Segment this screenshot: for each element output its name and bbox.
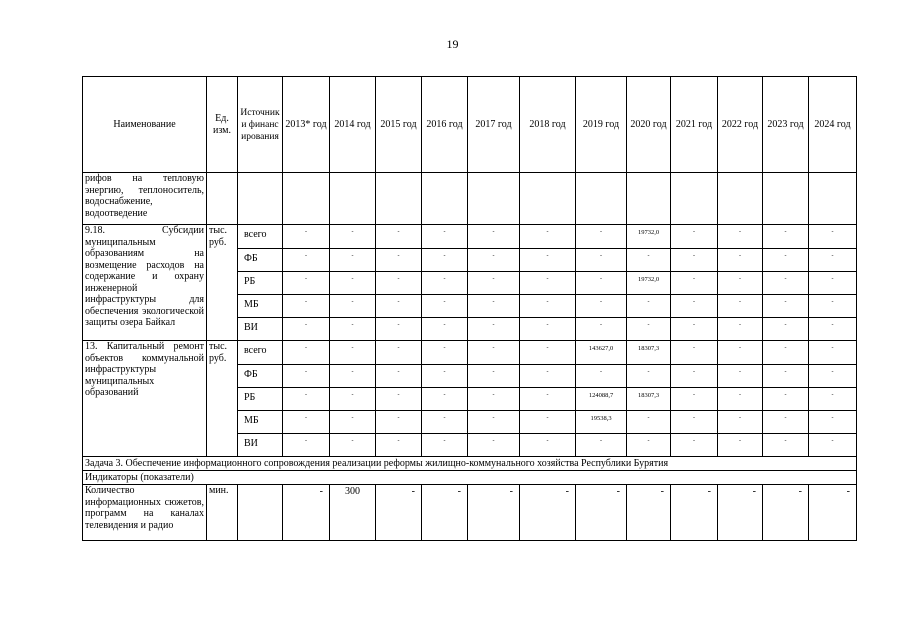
value-cell: - (376, 434, 422, 457)
source-label: ФБ (238, 365, 283, 388)
value-cell: - (422, 225, 468, 249)
indicator-value: - (718, 485, 763, 541)
value-cell: - (330, 225, 376, 249)
value-cell: - (809, 411, 857, 434)
value-cell: - (422, 318, 468, 341)
value-cell: 124088,7 (576, 388, 627, 411)
value-cell: - (671, 365, 718, 388)
header-year: 2019 год (576, 77, 627, 173)
value-cell: - (468, 318, 520, 341)
indicator-value: - (763, 485, 809, 541)
value-cell: - (671, 411, 718, 434)
value-cell: - (520, 295, 576, 318)
value-cell: - (763, 341, 809, 365)
value-cell: - (520, 225, 576, 249)
value-cell: - (468, 365, 520, 388)
value-cell: - (376, 318, 422, 341)
indicator-value: - (468, 485, 520, 541)
value-cell: - (763, 295, 809, 318)
value-cell: - (283, 365, 330, 388)
value-cell: - (627, 411, 671, 434)
value-cell: - (468, 295, 520, 318)
value-cell: - (468, 249, 520, 272)
value-cell: - (330, 295, 376, 318)
header-unit: Ед. изм. (207, 77, 238, 173)
value-cell: - (468, 225, 520, 249)
item-unit: тыс. руб. (207, 341, 238, 457)
value-cell: - (376, 411, 422, 434)
source-label: РБ (238, 388, 283, 411)
value-cell: - (763, 272, 809, 295)
value-cell: - (283, 411, 330, 434)
source-label: ВИ (238, 318, 283, 341)
value-cell: - (671, 341, 718, 365)
value-cell: - (283, 272, 330, 295)
value-cell: - (422, 341, 468, 365)
value-cell: - (520, 365, 576, 388)
header-year: 2024 год (809, 77, 857, 173)
value-cell: - (809, 318, 857, 341)
value-cell: - (330, 411, 376, 434)
value-cell: - (520, 249, 576, 272)
indicator-value: - (576, 485, 627, 541)
item-unit: тыс. руб. (207, 225, 238, 341)
source-row (83, 225, 857, 249)
value-cell: - (576, 295, 627, 318)
value-cell: - (809, 295, 857, 318)
header-year: 2021 год (671, 77, 718, 173)
value-cell: - (718, 411, 763, 434)
value-cell: - (283, 341, 330, 365)
indicator-value: - (809, 485, 857, 541)
value-cell: - (422, 365, 468, 388)
header-year: 2023 год (763, 77, 809, 173)
source-label: ФБ (238, 249, 283, 272)
header-year: 2018 год (520, 77, 576, 173)
value-cell: - (718, 318, 763, 341)
value-cell: - (671, 434, 718, 457)
value-cell: - (283, 388, 330, 411)
indicator-row (83, 485, 857, 541)
header-year: 2014 год (330, 77, 376, 173)
value-cell: - (468, 341, 520, 365)
value-cell: - (671, 388, 718, 411)
value-cell: - (422, 272, 468, 295)
value-cell: - (627, 295, 671, 318)
header-row (83, 77, 857, 173)
indicator-source (238, 485, 283, 541)
value-cell: 19732,0 (627, 272, 671, 295)
value-cell: - (763, 388, 809, 411)
value-cell: - (763, 249, 809, 272)
indicator-name: Количество информационных сюжетов, программ на каналах телевидения и радио (83, 485, 207, 541)
indicator-value: - (520, 485, 576, 541)
source-label: всего (238, 225, 283, 249)
value-cell: - (627, 318, 671, 341)
continuation-text: рифов на тепловую энергию, теплоноситель, водоснабжение, водоотведение (83, 173, 207, 225)
value-cell: - (718, 249, 763, 272)
value-cell: - (468, 272, 520, 295)
header-year: 2022 год (718, 77, 763, 173)
value-cell: - (376, 272, 422, 295)
value-cell: - (520, 411, 576, 434)
value-cell: - (763, 225, 809, 249)
value-cell: - (671, 249, 718, 272)
value-cell: - (330, 249, 376, 272)
value-cell: - (376, 365, 422, 388)
value-cell: - (376, 388, 422, 411)
source-row (83, 341, 857, 365)
indicator-value: - (422, 485, 468, 541)
value-cell: - (422, 411, 468, 434)
value-cell: - (422, 434, 468, 457)
value-cell: - (520, 341, 576, 365)
value-cell: - (576, 249, 627, 272)
value-cell: - (422, 388, 468, 411)
source-label: всего (238, 341, 283, 365)
indicator-value: - (671, 485, 718, 541)
item-name: 13. Капитальный ремонт объектов коммунальной инфраструктуры муниципальных образований (83, 341, 207, 457)
value-cell: - (520, 318, 576, 341)
value-cell: - (809, 272, 857, 295)
value-cell: - (627, 249, 671, 272)
value-cell: - (809, 225, 857, 249)
header-year: 2013* год (283, 77, 330, 173)
value-cell: - (671, 318, 718, 341)
value-cell: - (671, 225, 718, 249)
value-cell: - (422, 295, 468, 318)
page-number: 19 (446, 37, 459, 51)
value-cell: - (627, 365, 671, 388)
value-cell: - (809, 249, 857, 272)
indicator-value: - (627, 485, 671, 541)
value-cell: - (763, 411, 809, 434)
value-cell: - (718, 388, 763, 411)
value-cell: - (330, 341, 376, 365)
value-cell: - (809, 341, 857, 365)
value-cell: - (283, 434, 330, 457)
value-cell: - (468, 434, 520, 457)
value-cell: - (330, 388, 376, 411)
value-cell: - (718, 341, 763, 365)
value-cell: - (376, 225, 422, 249)
value-cell: - (671, 295, 718, 318)
indicator-value: - (376, 485, 422, 541)
indicator-unit: мин. (207, 485, 238, 541)
source-label: ВИ (238, 434, 283, 457)
value-cell: - (809, 434, 857, 457)
header-year: 2020 год (627, 77, 671, 173)
value-cell: - (763, 318, 809, 341)
value-cell: - (330, 272, 376, 295)
value-cell: - (283, 225, 330, 249)
value-cell: - (520, 434, 576, 457)
task-row (83, 457, 857, 471)
value-cell: - (283, 295, 330, 318)
value-cell: 19732,0 (627, 225, 671, 249)
value-cell: - (468, 388, 520, 411)
indicators-row (83, 471, 857, 485)
value-cell: - (718, 434, 763, 457)
task-3-title: Задача 3. Обеспечение информационного сопровождения реализации реформы жилищно-коммунального хозяйства Республики Бурятия (83, 457, 857, 471)
value-cell: - (718, 272, 763, 295)
header-source: Источники финансирования (238, 77, 283, 173)
header-year: 2016 год (422, 77, 468, 173)
value-cell: - (576, 365, 627, 388)
value-cell: 19538,3 (576, 411, 627, 434)
value-cell: - (809, 365, 857, 388)
value-cell: - (576, 272, 627, 295)
value-cell: - (330, 434, 376, 457)
value-cell: - (520, 388, 576, 411)
continuation-row (83, 173, 857, 225)
value-cell: - (376, 341, 422, 365)
value-cell: - (809, 388, 857, 411)
value-cell: 143627,0 (576, 341, 627, 365)
value-cell: - (330, 365, 376, 388)
header-name: Наименование (83, 77, 207, 173)
funding-table (82, 76, 857, 541)
indicator-value: 300 (330, 485, 376, 541)
value-cell: - (576, 318, 627, 341)
value-cell: - (468, 411, 520, 434)
indicators-title: Индикаторы (показатели) (83, 471, 857, 485)
value-cell: - (283, 318, 330, 341)
value-cell: - (718, 295, 763, 318)
source-label: РБ (238, 272, 283, 295)
value-cell: - (718, 365, 763, 388)
value-cell: - (671, 272, 718, 295)
value-cell: - (422, 249, 468, 272)
header-year: 2017 год (468, 77, 520, 173)
value-cell: - (763, 434, 809, 457)
value-cell: - (376, 295, 422, 318)
value-cell: - (718, 225, 763, 249)
value-cell: - (576, 225, 627, 249)
value-cell: - (627, 434, 671, 457)
header-year: 2015 год (376, 77, 422, 173)
value-cell: - (576, 434, 627, 457)
source-label: МБ (238, 411, 283, 434)
value-cell: - (283, 249, 330, 272)
value-cell: - (763, 365, 809, 388)
value-cell: 18307,3 (627, 388, 671, 411)
item-name: 9.18. Субсидии муниципальным образованиям на возмещение расходов на содержание и охрану инженерной инфраструктуры для обеспечения экологической защиты озера Байкал (83, 225, 207, 341)
indicator-value: - (283, 485, 330, 541)
value-cell: 18307,3 (627, 341, 671, 365)
source-label: МБ (238, 295, 283, 318)
value-cell: - (330, 318, 376, 341)
value-cell: - (376, 249, 422, 272)
value-cell: - (520, 272, 576, 295)
